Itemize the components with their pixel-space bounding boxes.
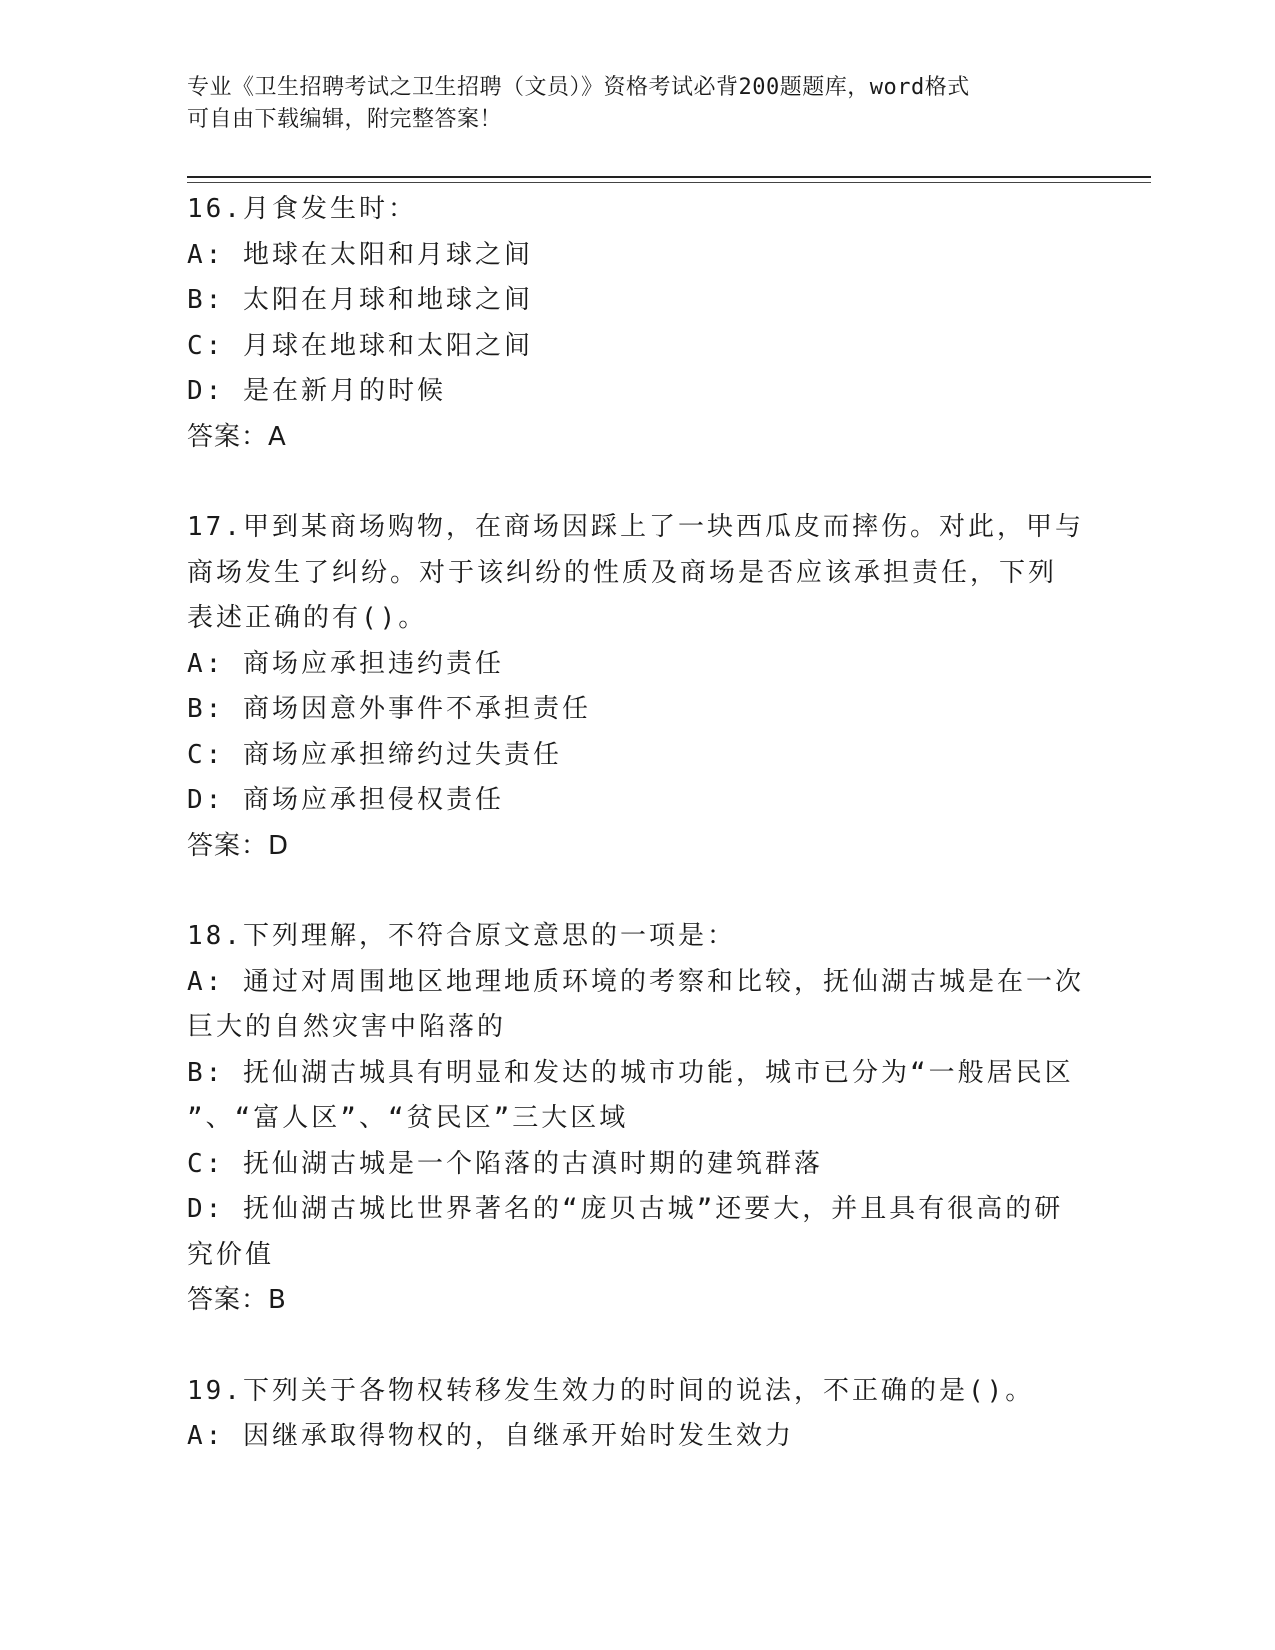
- header-line: 专业《卫生招聘考试之卫生招聘（文员）》资格考试必背200题题库，word格式: [187, 75, 970, 100]
- question-stem: 商场发生了纠纷。对于该纠纷的性质及商场是否应该承担责任，下列: [187, 557, 1058, 588]
- document-header: [187, 72, 1067, 136]
- question-list: [187, 187, 1087, 1505]
- answer-option: D: 是在新月的时候: [187, 376, 446, 406]
- question-stem: 19.下列关于各物权转移发生效力的时间的说法，不正确的是()。: [187, 1375, 1035, 1406]
- question-block: [187, 1369, 1087, 1460]
- answer-option: ”、“富人区”、“贫民区”三大区域: [187, 1103, 629, 1133]
- answer-option: B: 商场因意外事件不承担责任: [187, 694, 591, 724]
- answer-option: C: 月球在地球和太阳之间: [187, 330, 533, 361]
- question-stem: 表述正确的有()。: [187, 603, 428, 633]
- header-divider-thin: [187, 182, 1151, 183]
- question-block: [187, 914, 1087, 1324]
- question-block: [187, 187, 1087, 460]
- answer-option: 究价值: [187, 1239, 275, 1270]
- answer-key: 答案：B: [187, 1285, 287, 1315]
- answer-option: A: 地球在太阳和月球之间: [187, 239, 533, 270]
- answer-option: 巨大的自然灾害中陷落的: [187, 1012, 507, 1042]
- header-divider: [187, 176, 1151, 178]
- answer-key: 答案：A: [187, 421, 287, 452]
- question-block: [187, 505, 1087, 869]
- question-stem: 16.月食发生时：: [187, 194, 417, 224]
- question-stem: 18.下列理解，不符合原文意思的一项是：: [187, 921, 736, 951]
- answer-option: C: 商场应承担缔约过失责任: [187, 739, 562, 770]
- answer-option: B: 抚仙湖古城具有明显和发达的城市功能，城市已分为“一般居民区: [187, 1057, 1074, 1088]
- question-stem: 17.甲到某商场购物，在商场因踩上了一块西瓜皮而摔伤。对此，甲与: [187, 512, 1084, 542]
- answer-option: B: 太阳在月球和地球之间: [187, 285, 533, 315]
- answer-option: A: 因继承取得物权的，自继承开始时发生效力: [187, 1421, 794, 1451]
- answer-key: 答案：D: [187, 830, 290, 861]
- answer-option: A: 通过对周围地区地理地质环境的考察和比较，抚仙湖古城是在一次: [187, 966, 1084, 997]
- answer-option: C: 抚仙湖古城是一个陷落的古滇时期的建筑群落: [187, 1148, 823, 1179]
- answer-option: A: 商场应承担违约责任: [187, 648, 504, 679]
- header-line: 可自由下载编辑，附完整答案！: [187, 107, 503, 132]
- answer-option: D: 商场应承担侵权责任: [187, 785, 504, 815]
- answer-option: D: 抚仙湖古城比世界著名的“庞贝古城”还要大，并且具有很高的研: [187, 1194, 1064, 1224]
